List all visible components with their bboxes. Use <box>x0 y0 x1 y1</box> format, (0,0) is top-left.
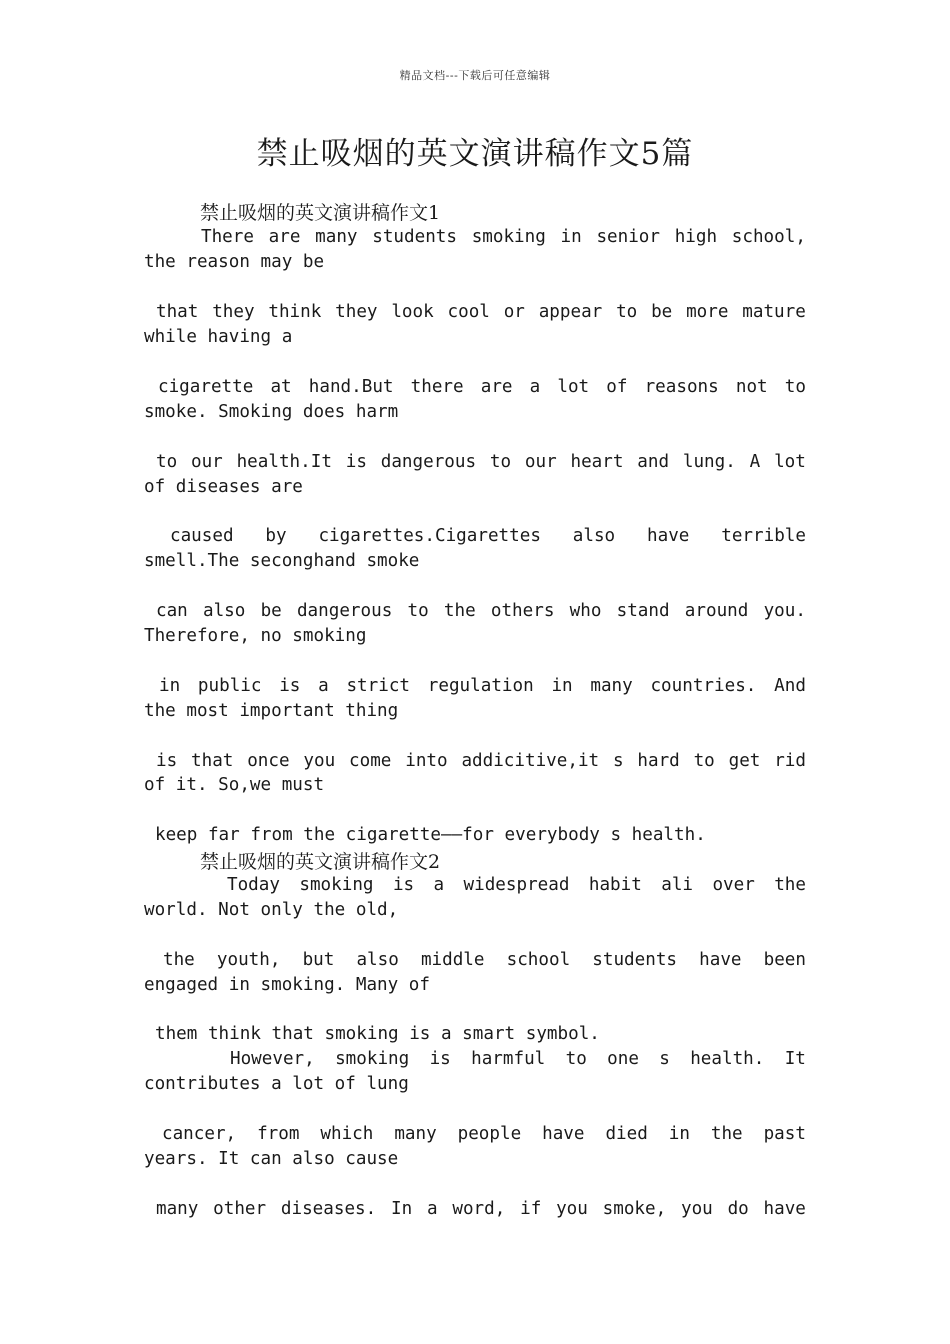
text-line: Therefore, no smoking <box>144 626 367 646</box>
text-line: can also be dangerous to the others who stand around you. <box>156 601 806 621</box>
text-line: of diseases are <box>144 477 303 497</box>
text-line: smell.The seconghand smoke <box>144 551 420 571</box>
text-line: caused by cigarettes.Cigarettes also have terrible <box>170 526 806 546</box>
text-line: cigarette at hand.But there are a lot of reasons not to <box>158 377 806 397</box>
text-line: keep far from the cigarette——for everybody s health. <box>155 825 706 845</box>
page-header-note: 精品文档---下载后可任意编辑 <box>399 69 551 82</box>
text-line: of it. So,we must <box>144 775 325 795</box>
text-line: in public is a strict regulation in many countries. And <box>159 676 806 696</box>
document-title: 禁止吸烟的英文演讲稿作文5篇 <box>256 136 694 172</box>
text-line: contributes a lot of lung <box>144 1074 409 1094</box>
text-line: that they think they look cool or appear to be more mature <box>156 302 806 322</box>
text-line: the reason may be <box>144 252 325 272</box>
text-line: many other diseases. In a word, if you smoke, you do have <box>156 1199 806 1219</box>
text-line: However, smoking is harmful to one s health. It <box>230 1049 806 1069</box>
section-1-body <box>144 0 806 50</box>
text-line: engaged in smoking. Many of <box>144 975 430 995</box>
text-line: Today smoking is a widespread habit ali over the <box>227 875 806 895</box>
section-heading-1: 禁止吸烟的英文演讲稿作文1 <box>200 202 441 224</box>
text-line: years. It can also cause <box>144 1149 399 1169</box>
text-line: the most important thing <box>144 701 399 721</box>
text-line: There are many students smoking in senior high school, <box>201 227 806 247</box>
text-line: cancer, from which many people have died in the past <box>162 1124 806 1144</box>
text-line: to our health.It is dangerous to our heart and lung. A lot <box>156 452 806 472</box>
text-line: world. Not only the old, <box>144 900 399 920</box>
text-line: is that once you come into addicitive,it s hard to get rid <box>156 751 806 771</box>
text-line: smoke. Smoking does harm <box>144 402 399 422</box>
section-heading-2: 禁止吸烟的英文演讲稿作文2 <box>200 851 441 873</box>
text-line: the youth, but also middle school students have been <box>163 950 806 970</box>
text-line: while having a <box>144 327 293 347</box>
text-line: them think that smoking is a smart symbol. <box>155 1024 600 1044</box>
